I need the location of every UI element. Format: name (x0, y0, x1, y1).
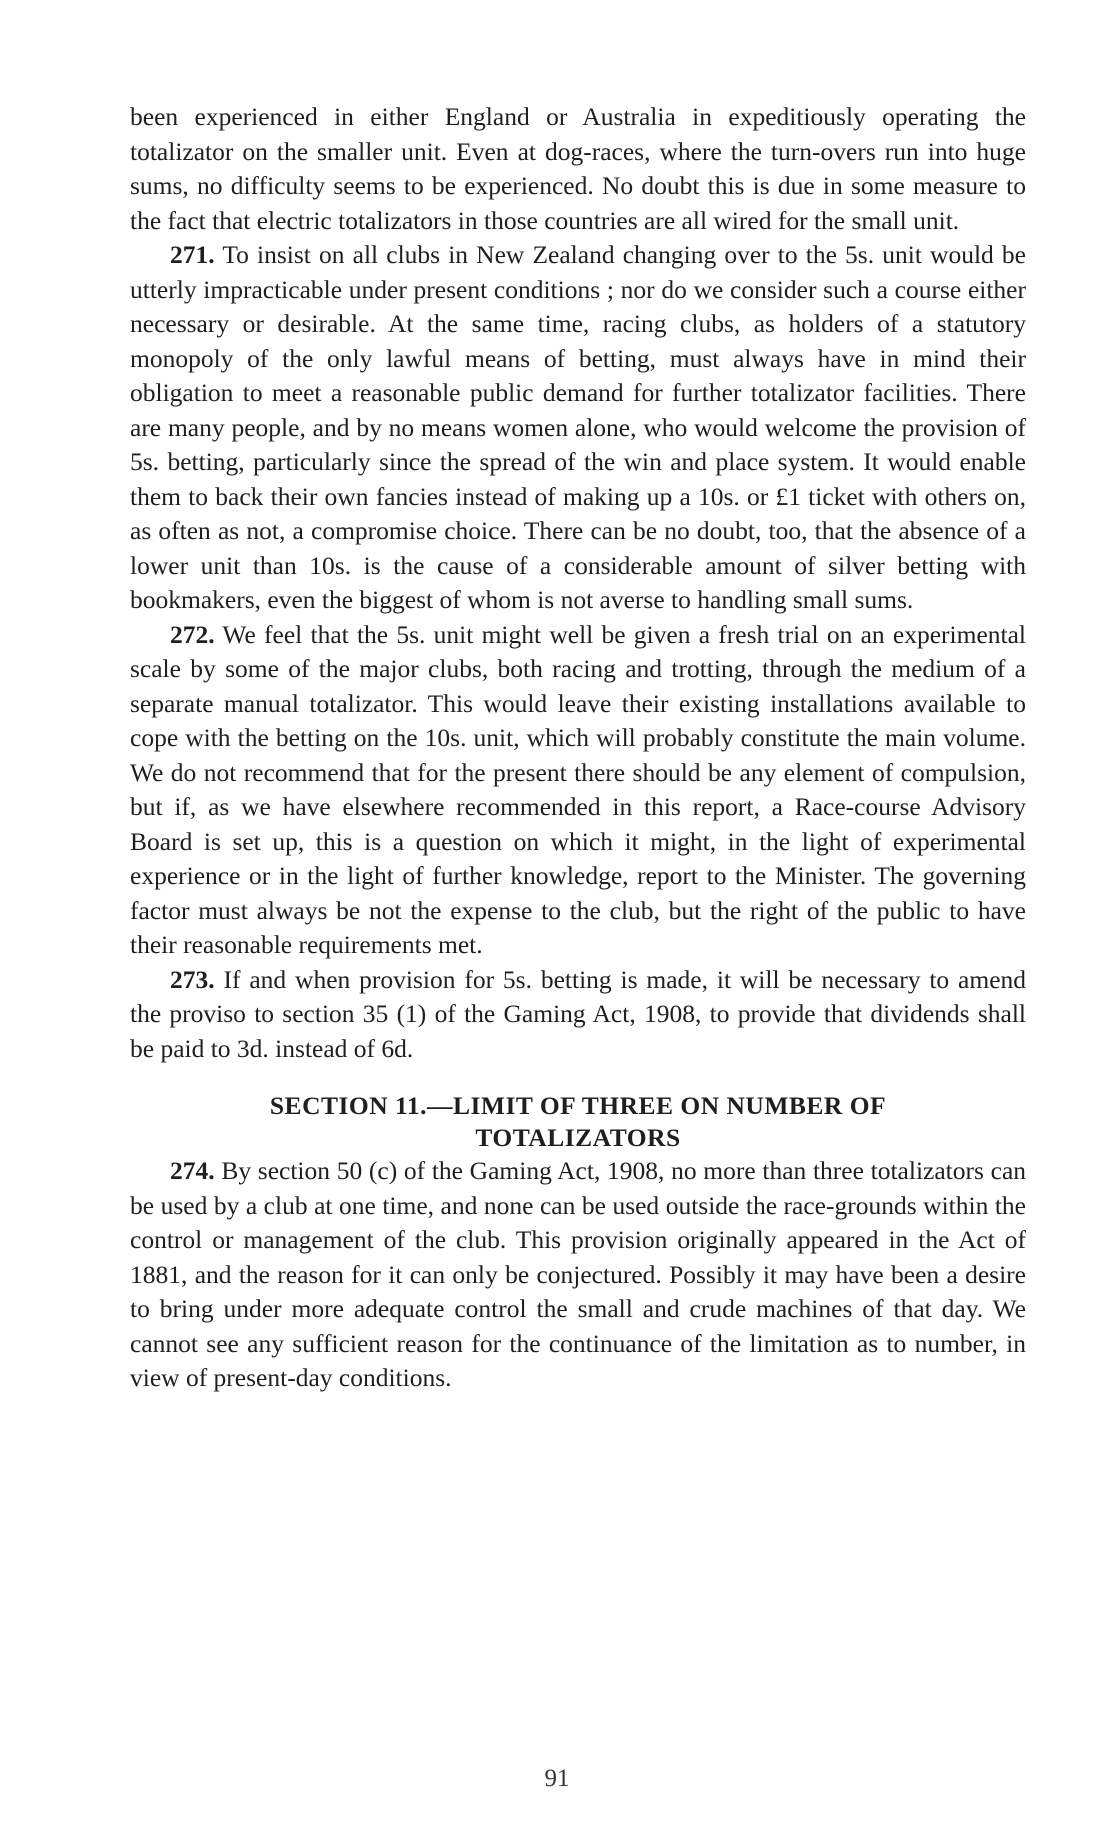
paragraph-number: 272. (170, 619, 215, 649)
paragraph-number: 274. (170, 1156, 215, 1185)
paragraph-272 (130, 618, 1026, 963)
paragraph-text: By section 50 (c) of the Gaming Act, 1908, no more than three totalizators can be used by a club at one time, and none can be used outside the race-grounds within the control or management of the club. This provision originally appeared in the Act of 1881, and the reason for it can only be conjectured. Possibly it may have been a desire to bring under more adequate control the small and crude machines of that day. We cannot see any sufficient reason for the continuance of the limitation as to number, in view of present-day conditions. (130, 1156, 1027, 1392)
section-heading (130, 1090, 1026, 1154)
paragraph-274 (130, 1154, 1026, 1396)
continuation-paragraph: been experienced in either England or Australia in expeditiously operating the totalizator on the smaller unit. Even at dog-races, where the turn-overs run into huge sums, no difficulty seems to be experienced. No doubt this is due in some measure to the fact that electric totalizators in those countries are all wired for the small unit. (130, 102, 1026, 235)
section-heading-line: TOTALIZATORS (475, 1123, 681, 1152)
paragraph-number: 271. (170, 240, 215, 269)
paragraph-273 (130, 963, 1026, 1067)
document-page (130, 100, 1026, 1396)
page-number: 91 (544, 1765, 570, 1792)
paragraph-271 (130, 238, 1026, 618)
paragraph-text: We feel that the 5s. unit might well be given a fresh trial on an experimental scale by some of the major clubs, both racing and trotting, through the medium of a separate manual totalizator. This would leave their existing installations available to cope with the betting on the 10s. unit, which will probably constitute the main volume. We do not recommend that for the present there should be any element of compulsion, but if, as we have elsewhere recommended in this report, a Race-course Advisory Board is set up, this is a question on which it might, in the light of experimental experience or in the light of further knowledge, report to the Minister. The governing factor must always be not the expense to the club, but the right of the public to have their reasonable requirements met. (130, 619, 1026, 959)
paragraph-number: 273. (170, 964, 215, 994)
paragraph-text: To insist on all clubs in New Zealand changing over to the 5s. unit would be utterly impracticable under present conditions ; nor do we consider such a course either necessary or desirable. At the same time, racing clubs, as holders of a statutory monopoly of the only lawful means of betting, must always have in mind their obligation to meet a reasonable public demand for further totalizator facilities. There are many people, and by no means women alone, who would welcome the provision of 5s. betting, particularly since the spread of the win and place system. It would enable them to back their own fancies instead of making up a 10s. or £1 ticket with others on, as often as not, a compromise choice. There can be no doubt, too, that the absence of a lower unit than 10s. is the cause of a considerable amount of silver betting with bookmakers, even the biggest of whom is not averse to handling small sums. (130, 240, 1026, 614)
paragraph-text: If and when provision for 5s. betting is made, it will be necessary to amend the proviso to section 35 (1) of the Gaming Act, 1908, to provide that dividends shall be paid to 3d. instead of 6d. (130, 964, 1027, 1063)
section-heading-line: SECTION 11.—LIMIT OF THREE ON NUMBER OF (269, 1091, 887, 1120)
